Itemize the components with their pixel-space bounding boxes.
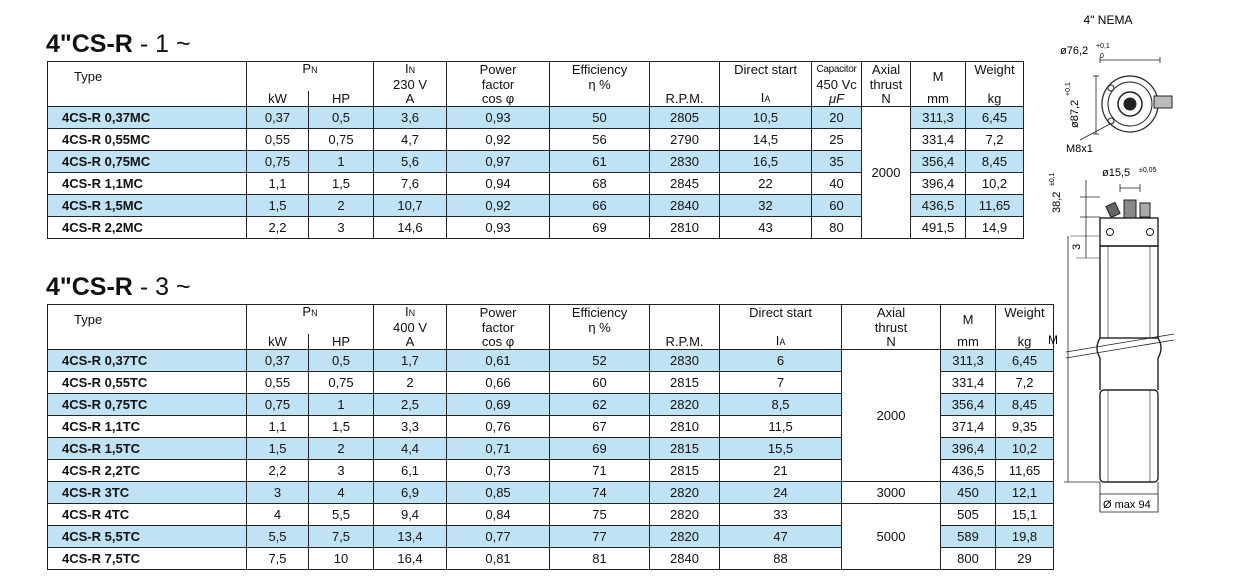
table-cell: 61 xyxy=(550,151,650,173)
motor-side-view xyxy=(1064,180,1174,512)
table-cell: 16,4 xyxy=(374,548,447,570)
header-mm: mm xyxy=(911,91,966,107)
table-cell: 1 xyxy=(309,394,374,416)
table-cell: 66 xyxy=(550,195,650,217)
table-cell: 81 xyxy=(550,548,650,570)
table-cell: 21 xyxy=(720,460,842,482)
table-cell: 0,55 xyxy=(247,129,309,151)
header-ia: IA xyxy=(720,91,812,107)
tri-table-body xyxy=(48,350,1054,570)
header-direct-start: Direct start xyxy=(720,305,842,321)
table-cell: 0,85 xyxy=(447,482,550,504)
table-cell: 3 xyxy=(309,460,374,482)
table-cell: 2 xyxy=(309,195,374,217)
header-axial-3: N xyxy=(862,91,911,107)
table-cell: 14,5 xyxy=(720,129,812,151)
header-hp: HP xyxy=(309,334,374,350)
header-kw: kW xyxy=(247,334,309,350)
table-cell: 4CS-R 4TC xyxy=(48,504,247,526)
table-cell: 0,55 xyxy=(247,372,309,394)
table-cell: 4CS-R 0,37TC xyxy=(48,350,247,372)
header-weight: Weight xyxy=(966,62,1024,78)
table-cell: 4CS-R 0,37MC xyxy=(48,107,247,129)
drawing-heading: 4" NEMA xyxy=(1083,13,1133,27)
header-capacitor-3: μF xyxy=(812,91,862,107)
table-cell: 6,1 xyxy=(374,460,447,482)
table-cell: 0,75 xyxy=(247,394,309,416)
table-cell: 0,92 xyxy=(447,195,550,217)
table-cell: 50 xyxy=(550,107,650,129)
dia-76-label: ø76,2 xyxy=(1060,45,1089,57)
header-power-factor-2: factor xyxy=(447,77,550,91)
table-cell: 0,94 xyxy=(447,173,550,195)
table-cell: 2840 xyxy=(650,548,720,570)
table-cell: 4CS-R 2,2MC xyxy=(48,217,247,239)
table-cell: 4CS-R 0,55TC xyxy=(48,372,247,394)
header-in: IN xyxy=(374,62,447,78)
table-cell: 88 xyxy=(720,548,842,570)
table-cell: 505 xyxy=(941,504,996,526)
table-cell: 2,2 xyxy=(247,460,309,482)
header-mm: mm xyxy=(941,334,996,350)
header-pn: PN xyxy=(247,62,374,78)
table-cell: 4CS-R 0,75TC xyxy=(48,394,247,416)
table-cell: 311,3 xyxy=(911,107,966,129)
header-efficiency-2: η % xyxy=(550,320,650,334)
table-cell: 14,9 xyxy=(966,217,1024,239)
table-cell: 0,73 xyxy=(447,460,550,482)
table-row xyxy=(48,107,1024,129)
table-cell: 15,5 xyxy=(720,438,842,460)
header-efficiency-1: Efficiency xyxy=(550,305,650,321)
table-cell: 15,1 xyxy=(996,504,1054,526)
table-cell: 331,4 xyxy=(941,372,996,394)
mono-section-title xyxy=(46,30,191,58)
table-cell: 356,4 xyxy=(941,394,996,416)
table-cell: 5,6 xyxy=(374,151,447,173)
header-m: M xyxy=(911,62,966,92)
table-cell: 2815 xyxy=(650,438,720,460)
table-cell: 4CS-R 0,75MC xyxy=(48,151,247,173)
mono-table-body xyxy=(48,107,1024,239)
mono-title-phase: - 1 ~ xyxy=(132,30,191,58)
table-cell: 22 xyxy=(720,173,812,195)
table-cell: 2845 xyxy=(650,173,720,195)
dia-76-tol-upper: +0,1 xyxy=(1096,43,1110,50)
table-cell: 77 xyxy=(550,526,650,548)
table-cell: 43 xyxy=(720,217,812,239)
header-kg: kg xyxy=(996,334,1054,350)
header-power-factor-3: cos φ xyxy=(447,334,550,350)
table-cell: 0,61 xyxy=(447,350,550,372)
table-cell: 8,45 xyxy=(996,394,1054,416)
table-cell: 75 xyxy=(550,504,650,526)
table-cell: 0,5 xyxy=(309,107,374,129)
table-cell: 9,4 xyxy=(374,504,447,526)
header-type: Type xyxy=(48,305,247,350)
header-ia: IA xyxy=(720,334,842,350)
table-cell: 0,97 xyxy=(447,151,550,173)
table-cell: 2,5 xyxy=(374,394,447,416)
table-cell: 67 xyxy=(550,416,650,438)
table-cell: 68 xyxy=(550,173,650,195)
header-power-factor-2: factor xyxy=(447,320,550,334)
table-cell: 0,81 xyxy=(447,548,550,570)
table-cell: 74 xyxy=(550,482,650,504)
table-cell: 2810 xyxy=(650,217,720,239)
table-cell: 0,75 xyxy=(247,151,309,173)
table-cell: 0,75 xyxy=(309,129,374,151)
header-type: Type xyxy=(48,62,247,107)
header-axial-1: Axial xyxy=(842,305,941,321)
header-kg: kg xyxy=(966,91,1024,107)
table-cell: 10 xyxy=(309,548,374,570)
table-cell: 3,3 xyxy=(374,416,447,438)
motor-top-view xyxy=(1080,57,1172,140)
table-cell: 1,7 xyxy=(374,350,447,372)
table-cell: 3 xyxy=(247,482,309,504)
table-row xyxy=(48,350,1054,372)
table-cell: 436,5 xyxy=(941,460,996,482)
table-cell: 80 xyxy=(812,217,862,239)
table-cell: 2815 xyxy=(650,460,720,482)
tri-section-title xyxy=(46,273,191,301)
table-cell: 4CS-R 1,5TC xyxy=(48,438,247,460)
table-cell: 60 xyxy=(550,372,650,394)
table-cell: 2820 xyxy=(650,394,720,416)
table-cell: 0,93 xyxy=(447,107,550,129)
header-capacitor-1: Capacitor xyxy=(812,62,862,78)
table-cell: 2820 xyxy=(650,504,720,526)
table-cell: 4CS-R 3TC xyxy=(48,482,247,504)
header-axial-2: thrust xyxy=(842,320,941,334)
table-cell: 5,5 xyxy=(309,504,374,526)
table-cell: 4,4 xyxy=(374,438,447,460)
table-cell: 2820 xyxy=(650,526,720,548)
tri-title-model: 4"CS-R xyxy=(46,273,133,301)
table-cell: 3 xyxy=(309,217,374,239)
table-cell: 1,5 xyxy=(247,438,309,460)
header-weight: Weight xyxy=(996,305,1054,321)
table-cell: 33 xyxy=(720,504,842,526)
table-row xyxy=(48,504,1054,526)
table-cell: 450 xyxy=(941,482,996,504)
table-cell: 24 xyxy=(720,482,842,504)
header-direct-start: Direct start xyxy=(720,62,812,78)
table-cell: 71 xyxy=(550,460,650,482)
header-axial-1: Axial xyxy=(862,62,911,78)
table-cell: 11,65 xyxy=(966,195,1024,217)
header-pn: PN xyxy=(247,305,374,321)
table-cell: 2830 xyxy=(650,151,720,173)
table-row xyxy=(48,482,1054,504)
shaft-dia-label: ø15,5 xyxy=(1102,167,1131,179)
table-cell: 6,9 xyxy=(374,482,447,504)
header-rpm: R.P.M. xyxy=(650,91,720,107)
table-cell: 800 xyxy=(941,548,996,570)
table-cell: 20 xyxy=(812,107,862,129)
table-cell: 6 xyxy=(720,350,842,372)
table-cell: 0,37 xyxy=(247,107,309,129)
table-cell: 0,69 xyxy=(447,394,550,416)
table-cell: 10,5 xyxy=(720,107,812,129)
table-cell: 2,2 xyxy=(247,217,309,239)
table-cell: 0,77 xyxy=(447,526,550,548)
shaft-length-tol: ±0,1 xyxy=(1049,172,1056,186)
table-cell: 1,5 xyxy=(247,195,309,217)
axial-thrust-cell: 5000 xyxy=(842,504,941,570)
table-cell: 10,7 xyxy=(374,195,447,217)
table-cell: 32 xyxy=(720,195,812,217)
table-cell: 47 xyxy=(720,526,842,548)
table-cell: 0,71 xyxy=(447,438,550,460)
table-cell: 7,5 xyxy=(309,526,374,548)
table-cell: 11,5 xyxy=(720,416,842,438)
table-cell: 19,8 xyxy=(996,526,1054,548)
table-cell: 2 xyxy=(374,372,447,394)
tri-spec-table xyxy=(47,304,1054,570)
table-cell: 1,1 xyxy=(247,173,309,195)
table-cell: 35 xyxy=(812,151,862,173)
table-cell: 1,5 xyxy=(309,173,374,195)
table-cell: 0,37 xyxy=(247,350,309,372)
table-cell: 7,5 xyxy=(247,548,309,570)
header-power-factor-3: cos φ xyxy=(447,91,550,107)
header-amp: A xyxy=(374,91,447,107)
table-cell: 69 xyxy=(550,217,650,239)
table-cell: 40 xyxy=(812,173,862,195)
table-cell: 25 xyxy=(812,129,862,151)
table-cell: 2790 xyxy=(650,129,720,151)
table-cell: 7,6 xyxy=(374,173,447,195)
table-cell: 4,7 xyxy=(374,129,447,151)
table-cell: 10,2 xyxy=(966,173,1024,195)
table-cell: 12,1 xyxy=(996,482,1054,504)
header-voltage: 230 V xyxy=(374,77,447,91)
table-cell: 331,4 xyxy=(911,129,966,151)
table-cell: 7,2 xyxy=(966,129,1024,151)
shaft-dia-tol: ±0,05 xyxy=(1139,167,1157,174)
table-cell: 8,5 xyxy=(720,394,842,416)
table-cell: 4 xyxy=(309,482,374,504)
table-cell: 9,35 xyxy=(996,416,1054,438)
table-cell: 4CS-R 2,2TC xyxy=(48,460,247,482)
table-cell: 4CS-R 0,55MC xyxy=(48,129,247,151)
table-cell: 62 xyxy=(550,394,650,416)
dim-m-label: M xyxy=(1048,333,1058,347)
table-cell: 0,93 xyxy=(447,217,550,239)
table-cell: 4CS-R 1,5MC xyxy=(48,195,247,217)
table-cell: 2 xyxy=(309,438,374,460)
table-cell: 6,45 xyxy=(996,350,1054,372)
table-cell: 589 xyxy=(941,526,996,548)
table-cell: 371,4 xyxy=(941,416,996,438)
header-efficiency-1: Efficiency xyxy=(550,62,650,78)
table-cell: 0,5 xyxy=(309,350,374,372)
header-rpm: R.P.M. xyxy=(650,334,720,350)
header-in: IN xyxy=(374,305,447,321)
table-cell: 2805 xyxy=(650,107,720,129)
tri-title-phase: - 3 ~ xyxy=(132,273,191,301)
axial-thrust-cell: 2000 xyxy=(842,350,941,482)
table-cell: 2810 xyxy=(650,416,720,438)
table-cell: 491,5 xyxy=(911,217,966,239)
table-cell: 2840 xyxy=(650,195,720,217)
header-hp: HP xyxy=(309,91,374,107)
table-cell: 1,5 xyxy=(309,416,374,438)
table-cell: 29 xyxy=(996,548,1054,570)
table-cell: 4CS-R 5,5TC xyxy=(48,526,247,548)
table-cell: 8,45 xyxy=(966,151,1024,173)
table-cell: 0,92 xyxy=(447,129,550,151)
table-cell: 1,1 xyxy=(247,416,309,438)
table-cell: 56 xyxy=(550,129,650,151)
table-cell: 396,4 xyxy=(911,173,966,195)
table-cell: 1 xyxy=(309,151,374,173)
header-capacitor-2: 450 Vc xyxy=(812,77,862,91)
table-cell: 356,4 xyxy=(911,151,966,173)
motor-dimension-drawing xyxy=(1040,0,1237,587)
dia-87-label: ø87,2 xyxy=(1069,99,1081,128)
header-efficiency-2: η % xyxy=(550,77,650,91)
table-cell: 52 xyxy=(550,350,650,372)
mono-spec-table xyxy=(47,61,1024,239)
table-cell: 4CS-R 1,1TC xyxy=(48,416,247,438)
header-power-factor-1: Power xyxy=(447,62,550,78)
table-cell: 69 xyxy=(550,438,650,460)
table-cell: 0,84 xyxy=(447,504,550,526)
table-cell: 16,5 xyxy=(720,151,812,173)
table-cell: 11,65 xyxy=(996,460,1054,482)
table-cell: 0,76 xyxy=(447,416,550,438)
dim-3-label: 3 xyxy=(1071,243,1083,250)
table-cell: 13,4 xyxy=(374,526,447,548)
dia-76-tol-lower: 0 xyxy=(1100,53,1104,60)
table-cell: 3,6 xyxy=(374,107,447,129)
header-axial-2: thrust xyxy=(862,77,911,91)
header-m: M xyxy=(941,305,996,335)
table-cell: 10,2 xyxy=(996,438,1054,460)
table-cell: 2815 xyxy=(650,372,720,394)
table-cell: 5,5 xyxy=(247,526,309,548)
header-amp: A xyxy=(374,334,447,350)
table-cell: 4CS-R 7,5TC xyxy=(48,548,247,570)
header-kw: kW xyxy=(247,91,309,107)
table-cell: 0,75 xyxy=(309,372,374,394)
thread-label: M8x1 xyxy=(1066,143,1093,155)
header-voltage: 400 V xyxy=(374,320,447,334)
table-cell: 7,2 xyxy=(996,372,1054,394)
table-cell: 7 xyxy=(720,372,842,394)
table-cell: 60 xyxy=(812,195,862,217)
table-cell: 4 xyxy=(247,504,309,526)
table-cell: 4CS-R 1,1MC xyxy=(48,173,247,195)
table-cell: 311,3 xyxy=(941,350,996,372)
table-cell: 436,5 xyxy=(911,195,966,217)
axial-thrust-cell: 3000 xyxy=(842,482,941,504)
table-cell: 2820 xyxy=(650,482,720,504)
axial-thrust-cell: 2000 xyxy=(862,107,911,239)
max-dia-label: Ø max 94 xyxy=(1103,499,1151,511)
table-cell: 6,45 xyxy=(966,107,1024,129)
dia-87-tol: +0,1 xyxy=(1065,82,1072,96)
shaft-length-label: 38,2 xyxy=(1051,191,1063,213)
table-cell: 396,4 xyxy=(941,438,996,460)
mono-title-model: 4"CS-R xyxy=(46,30,133,58)
header-axial-3: N xyxy=(842,334,941,350)
table-cell: 0,66 xyxy=(447,372,550,394)
table-cell: 14,6 xyxy=(374,217,447,239)
header-power-factor-1: Power xyxy=(447,305,550,321)
table-cell: 2830 xyxy=(650,350,720,372)
